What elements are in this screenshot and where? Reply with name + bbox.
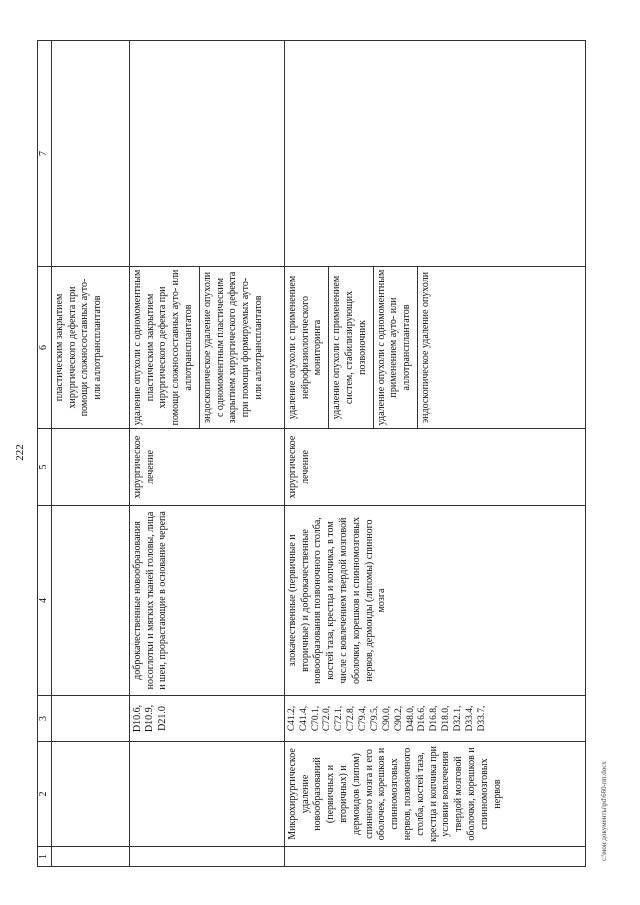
cell <box>51 847 129 867</box>
cell <box>51 696 129 742</box>
treatment-table <box>37 40 586 867</box>
column-number-6: 6 <box>38 267 52 429</box>
icd-code: D48.0, <box>405 705 416 732</box>
method-item: эндоскопическое удаление опухоли <box>419 271 431 424</box>
icd-code: C79.4, <box>358 705 369 732</box>
icd-codes <box>129 696 284 742</box>
procedure-name: Микрохирургическое удаление новообразований (первичных и вторичных) и дермоидов (липом) спинного мозга и его оболочек, корешков и спинномозговых нервов, позвоночного столба, костей таза, крестца и копчика при условии вовлечения твердой мозговой оболочки, корешков и спинномозговых нервов <box>284 742 585 847</box>
column-number-7: 7 <box>38 41 52 267</box>
icd-code: C90.0, <box>381 705 392 732</box>
method-item: удаление опухоли с одномоментным пластическим закрытием хирургического дефекта при помощи сложносоставных ауто- или аллотрансплантатов <box>130 267 200 428</box>
icd-code: C90.2, <box>393 705 404 732</box>
icd-codes <box>284 696 585 742</box>
cell <box>129 742 284 847</box>
table-row-b <box>284 41 585 867</box>
treatment-type: хирургическое лечение <box>129 429 284 506</box>
table-row-top <box>51 41 129 867</box>
icd-code: C79.5, <box>369 705 380 732</box>
icd-code: D10.9, <box>144 704 156 733</box>
method-item: эндоскопическое удаление опухоли с одномоментным пластическим закрытием хирургического дефекта при помощи формируемых ауто- или аллотрансплантатов <box>201 271 264 424</box>
icd-code: D16.8, <box>429 705 440 732</box>
patient-model: злокачественные (первичные и вторичные) и доброкачественные новообразования позвоночного столба, костей таза, крестца и копчика, в том числе с вовлечением твердой мозговой оболочки, корешков и спинномозговых нервов, дермоиды (липомы) спинного мозга <box>284 506 585 696</box>
icd-code: D16.6, <box>417 705 428 732</box>
treatment-type: хирургическое лечение <box>284 429 585 506</box>
treatment-methods <box>284 267 585 429</box>
patient-model: доброкачественные новообразования носоглотки и мягких тканей головы, лица и шеи, прорастающие в основание черепа <box>129 506 284 696</box>
cell <box>129 41 284 267</box>
column-number-5: 5 <box>38 429 52 506</box>
column-number-1: 1 <box>38 847 52 867</box>
column-number-4: 4 <box>38 506 52 696</box>
icd-code: D21.0 <box>156 706 168 731</box>
cell <box>284 41 585 267</box>
icd-code: C41.4, <box>298 705 309 732</box>
cell <box>129 847 284 867</box>
method-item: удаление опухоли с применением систем, стабилизирующих позвоночник <box>329 267 373 428</box>
table-row-a <box>129 41 284 867</box>
cell <box>284 847 585 867</box>
icd-code: D10.6, <box>131 704 143 733</box>
cell <box>51 742 129 847</box>
icd-code: D33.4, <box>464 705 475 732</box>
method-item: удаление опухоли с одномоментным применением ауто- или аллотрансплантатов <box>374 267 418 428</box>
header-row <box>38 41 52 867</box>
icd-code: D33.7, <box>476 705 487 732</box>
cell <box>51 506 129 696</box>
page-number: 222 <box>14 444 26 461</box>
icd-code: C72.1, <box>334 705 345 732</box>
treatment-methods <box>129 267 284 429</box>
icd-code: C70.1, <box>310 705 321 732</box>
icd-code: C41.2, <box>286 705 297 732</box>
column-number-2: 2 <box>38 742 52 847</box>
column-number-3: 3 <box>38 696 52 742</box>
icd-code: D18.0, <box>441 705 452 732</box>
cell <box>51 41 129 267</box>
icd-code: C72.0, <box>322 705 333 732</box>
method-continuation: пластическим закрытием хирургического дефекта при помощи сложносоставных ауто- или аллотрансплантатов <box>51 267 129 429</box>
method-item: удаление опухоли с применением нейрофизиологического мониторинга <box>285 267 329 428</box>
file-path-footer: c:\мои документы\pd\660-пп.docx <box>600 761 608 861</box>
icd-code: D32.1, <box>453 705 464 732</box>
cell <box>51 429 129 506</box>
icd-code: C72.8, <box>346 705 357 732</box>
